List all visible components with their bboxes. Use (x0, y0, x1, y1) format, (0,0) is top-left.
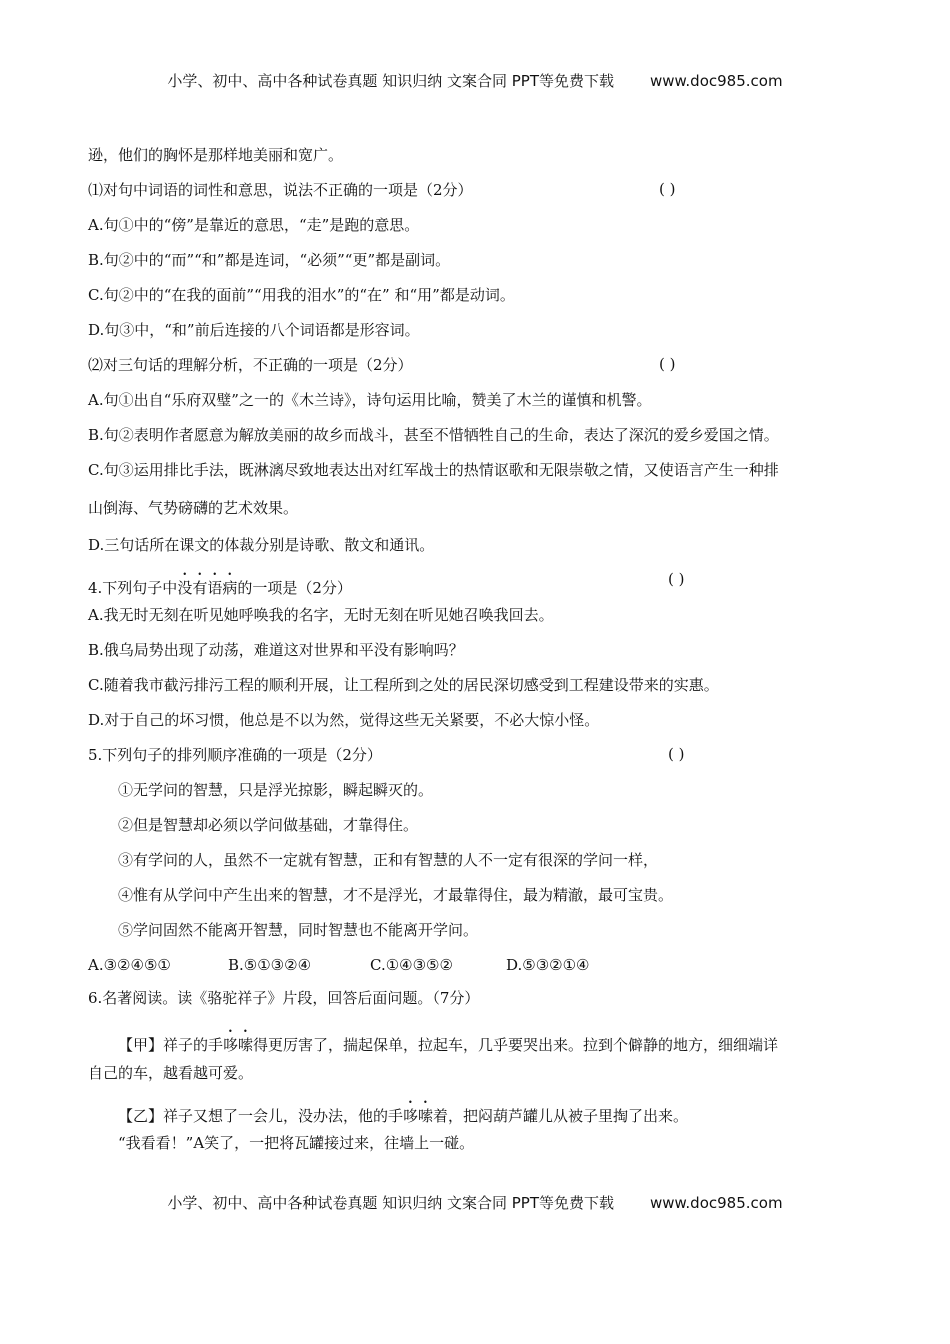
option-a: A.我无时无刻在听见她呼唤我的名字，无时无刻在听见她召唤我回去。 (88, 606, 554, 624)
q4-text: 的一项是（2分） (237, 579, 352, 597)
question-1: ⑴对句中词语的词性和意思，说法不正确的一项是（2分） (88, 181, 473, 199)
option-c: C.随着我市截污排污工程的顺利开展，让工程所到之处的居民深切感受到工程建设带来的实惠。 (88, 676, 719, 694)
sentence-3: ③有学问的人，虽然不一定就有智慧，正和有智慧的人不一定有很深的学问一样， (118, 851, 659, 869)
option-a: A.③②④⑤① (88, 956, 171, 974)
option-b: B.句②表明作者愿意为解放美丽的故乡而战斗，甚至不惜牺牲自己的生命，表达了深沉的爱乡爱国之情。 (88, 426, 779, 444)
option-b: B.⑤①③②④ (228, 956, 312, 974)
header-text: 小学、初中、高中各种试卷真题 知识归纳 文案合同 PPT等免费下载 (167, 72, 614, 90)
footer-text: 小学、初中、高中各种试卷真题 知识归纳 文案合同 PPT等免费下载 (167, 1194, 614, 1212)
excerpt-text: 得更厉害了，揣起保单，拉起车，几乎要哭出来。拉到个僻静的地方，细细端详 (253, 1036, 779, 1054)
sentence-1: ①无学问的智慧，只是浮光掠影，瞬起瞬灭的。 (118, 781, 434, 799)
option-b: B.句②中的“而”“和”都是连词，“必须”“更”都是副词。 (88, 251, 451, 269)
page-header (0, 70, 950, 91)
option-b: B.俄乌局势出现了动荡，难道这对世界和平没有影响吗？ (88, 641, 464, 659)
answer-blank: ( ) (668, 745, 685, 763)
q5-options (88, 955, 590, 975)
excerpt-text: 【甲】祥子的手 (118, 1036, 224, 1054)
text-line: 逊，他们的胸怀是那样地美丽和宽广。 (88, 146, 344, 164)
sentence-2: ②但是智慧却必须以学问做基础，才靠得住。 (118, 816, 419, 834)
option-c: C.句③运用排比手法，既淋漓尽致地表达出对红军战士的热情讴歌和无限崇敬之情，又使语言产生一种排 (88, 461, 779, 479)
option-c: C.句②中的“在我的面前”“用我的泪水”的“在” 和“用”都是动词。 (88, 286, 515, 304)
answer-blank: ( ) (659, 355, 676, 373)
footer-url[interactable]: www.doc985.com (649, 1194, 783, 1212)
answer-blank: ( ) (659, 180, 676, 198)
excerpt-quote: “我看看！”A笑了，一把将瓦罐接过来，往墙上一碰。 (118, 1134, 475, 1152)
answer-blank: ( ) (668, 570, 685, 588)
excerpt-jia-cont: 自己的车，越看越可爱。 (88, 1064, 254, 1082)
option-c-cont: 山倒海、气势磅礴的艺术效果。 (88, 499, 299, 517)
header-url[interactable]: www.doc985.com (649, 72, 783, 90)
question-6: 6.名著阅读。读《骆驼祥子》片段，回答后面问题。（7分） (88, 989, 480, 1007)
excerpt-text: 【乙】祥子又想了一会儿，没办法，他的手 (118, 1107, 404, 1125)
option-d: D.对于自己的坏习惯，他总是不以为然，觉得这些无关紧要，不必大惊小怪。 (88, 711, 600, 729)
option-d: D.三句话所在课文的体裁分别是诗歌、散文和通讯。 (88, 536, 435, 554)
option-a: A.句①出自“乐府双璧”之一的《木兰诗》，诗句运用比喻，赞美了木兰的谨慎和机警。 (88, 391, 652, 409)
excerpt-emphasis: 哆嗦 (403, 1107, 434, 1125)
q4-emphasis: 没有语病 (177, 579, 238, 597)
option-c: C.①④③⑤② (370, 956, 453, 974)
q4-text: 4.下列句子中 (88, 579, 178, 597)
question-2: ⑵对三句话的理解分析，不正确的一项是（2分） (88, 356, 413, 374)
question-5: 5.下列句子的排列顺序准确的一项是（2分） (88, 746, 382, 764)
option-d: D.句③中，“和”前后连接的八个词语都是形容词。 (88, 321, 420, 339)
excerpt-jia (118, 1027, 778, 1055)
question-4 (88, 570, 352, 598)
excerpt-text: 着，把闷葫芦罐儿从被子里掏了出来。 (433, 1107, 689, 1125)
option-a: A.句①中的“傍”是靠近的意思，“走”是跑的意思。 (88, 216, 420, 234)
page-footer (0, 1192, 950, 1213)
option-d: D.⑤③②①④ (506, 956, 590, 974)
excerpt-emphasis: 哆嗦 (223, 1036, 254, 1054)
excerpt-yi (118, 1098, 688, 1126)
sentence-4: ④惟有从学问中产生出来的智慧，才不是浮光，才最靠得住，最为精澈，最可宝贵。 (118, 886, 674, 904)
sentence-5: ⑤学问固然不能离开智慧，同时智慧也不能离开学问。 (118, 921, 479, 939)
